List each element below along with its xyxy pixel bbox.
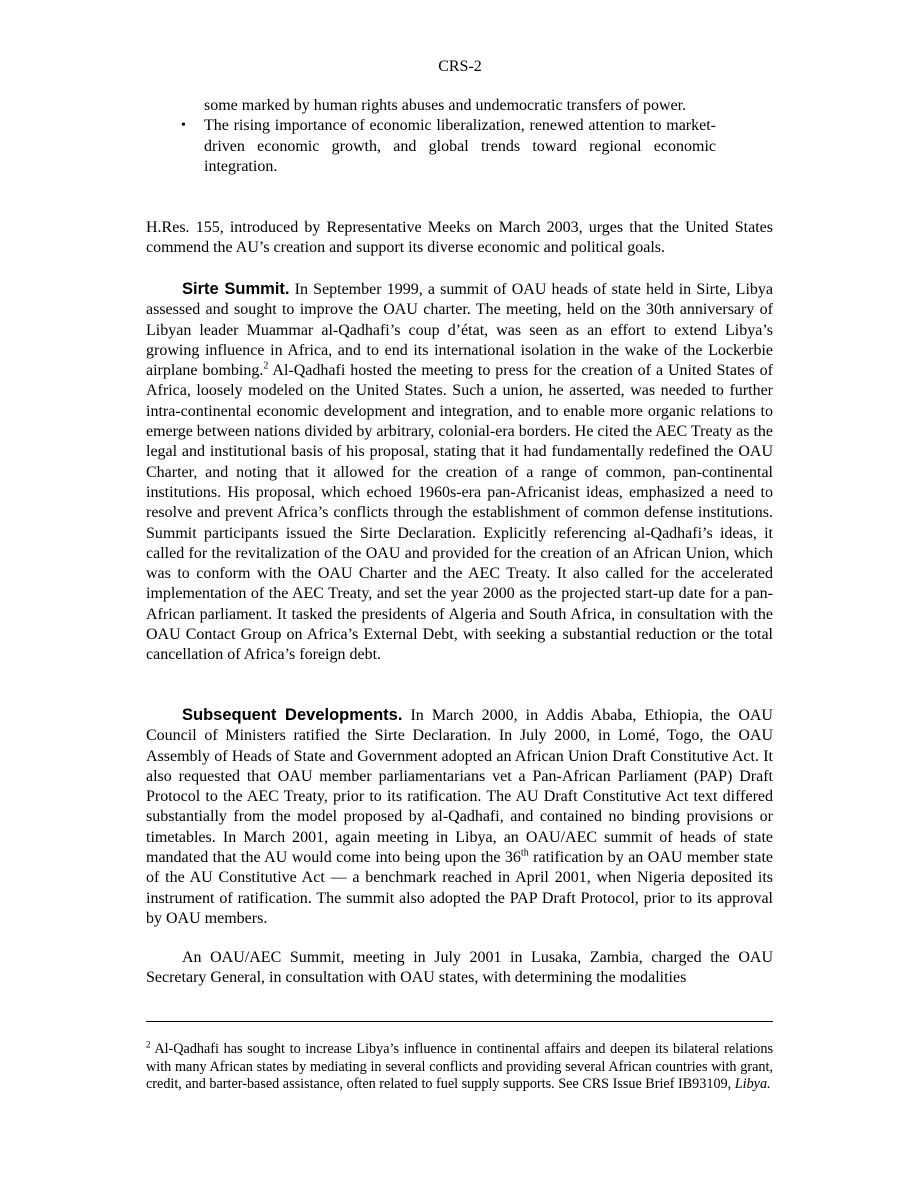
- bullet-marker: •: [181, 118, 186, 134]
- subsequent-text-part2: ratification by an OAU member state of the AU Constitutive Act — a benchmark reached in April 2001, when Nigeria deposited its instrument of ratification. The summit also adopted the PAP Draft Protocol, prior to its approval by OAU members.: [146, 849, 773, 927]
- footnote-divider: [146, 1021, 773, 1022]
- subsequent-text-part1: In March 2000, in Addis Ababa, Ethiopia, the OAU Council of Ministers ratified the Sirte Declaration. In July 2000, in Lomé, Togo, the OAU Assembly of Heads of State and Government adopted an African Union Draft Constitutive Act. It also requested that OAU member parliamentarians vet a Pan-African Parliament (PAP) Draft Protocol to the AEC Treaty, prior to its ratification. The AU Draft Constitutive Act text differed substantially from the model proposed by al-Qadhafi, and contained no binding provisions or timetables. In March 2001, again meeting in Libya, an OAU/AEC summit of heads of state mandated that the AU would come into being upon the 36: [146, 707, 773, 867]
- bullet-list: [181, 96, 716, 177]
- footnote-ref[interactable]: 2: [263, 360, 269, 372]
- bullet-item: [181, 116, 716, 177]
- hres-text: H.Res. 155, introduced by Representative Meeks on March 2003, urges that the United States commend the AU’s creation and support its diverse economic and political goals.: [146, 219, 773, 257]
- footnote-text: Al-Qadhafi has sought to increase Libya’s influence in continental affairs and deepen its bilateral relations with many African states by mediating in several conflicts and providing several African countries with grant, credit, and barter-based assistance, often related to fuel supply supports. See CRS Issue Brief IB93109,: [146, 1041, 773, 1093]
- bullet-continuation: some marked by human rights abuses and undemocratic transfers of power.: [204, 97, 687, 114]
- page-header: CRS-2: [438, 58, 482, 75]
- bullet-text: The rising importance of economic liberalization, renewed attention to market-driven economic growth, and global trends toward regional economic integration.: [204, 117, 716, 175]
- ordinal-suffix: th: [520, 847, 529, 859]
- footnote-number: 2: [146, 1039, 151, 1050]
- sirte-heading: Sirte Summit.: [182, 280, 290, 298]
- sirte-paragraph: [146, 279, 773, 666]
- sirte-text-part2: Al-Qadhafi hosted the meeting to press for the creation of a United States of Africa, loosely modeled on the United States. Such a union, he asserted, was needed to further intra-continental economic development and integration, and to enable more organic relations to emerge between nations divided by arbitrary, colonial-era borders. He cited the AEC Treaty as the legal and institutional basis of his proposal, stating that it had fundamentally redefined the OAU Charter, and noting that it allowed for the creation of a range of common, pan-continental institutions. His proposal, which echoed 1960s-era pan-Africanist ideas, emphasized a need to resolve and prevent Africa’s conflicts through the establishment of common defense institutions. Summit participants issued the Sirte Declaration. Explicitly referencing al-Qadhafi’s ideas, it called for the revitalization of the OAU and provided for the creation of an African Union, which was to conform with the OAU Charter and the AEC Treaty. It also called for the accelerated implementation of the AEC Treaty, and set the year 2000 as the projected start-up date for a pan-African parliament. It tasked the presidents of Algeria and South Africa, in consultation with the OAU Contact Group on Africa’s External Debt, with seeking a substantial reduction or the total cancellation of Africa’s foreign debt.: [146, 362, 773, 664]
- lusaka-paragraph: [146, 948, 773, 989]
- subsequent-paragraph: [146, 705, 773, 929]
- sirte-text-part1: In September 1999, a summit of OAU heads of state held in Sirte, Libya assessed and sought to improve the OAU charter. The meeting, held on the 30th anniversary of Libyan leader Muammar al-Qadhafi’s coup d’état, was seen as an effort to extend Libya’s growing influence in Africa, and to end its international isolation in the wake of the Lockerbie airplane bombing.: [146, 281, 774, 380]
- hres-paragraph: [146, 218, 773, 259]
- subsequent-heading: Subsequent Developments.: [182, 706, 403, 724]
- lusaka-text: An OAU/AEC Summit, meeting in July 2001 in Lusaka, Zambia, charged the OAU Secretary General, in consultation with OAU states, with determining the modalities: [146, 949, 773, 987]
- footnote-italic: Libya.: [734, 1076, 771, 1093]
- footnote: [146, 1041, 773, 1094]
